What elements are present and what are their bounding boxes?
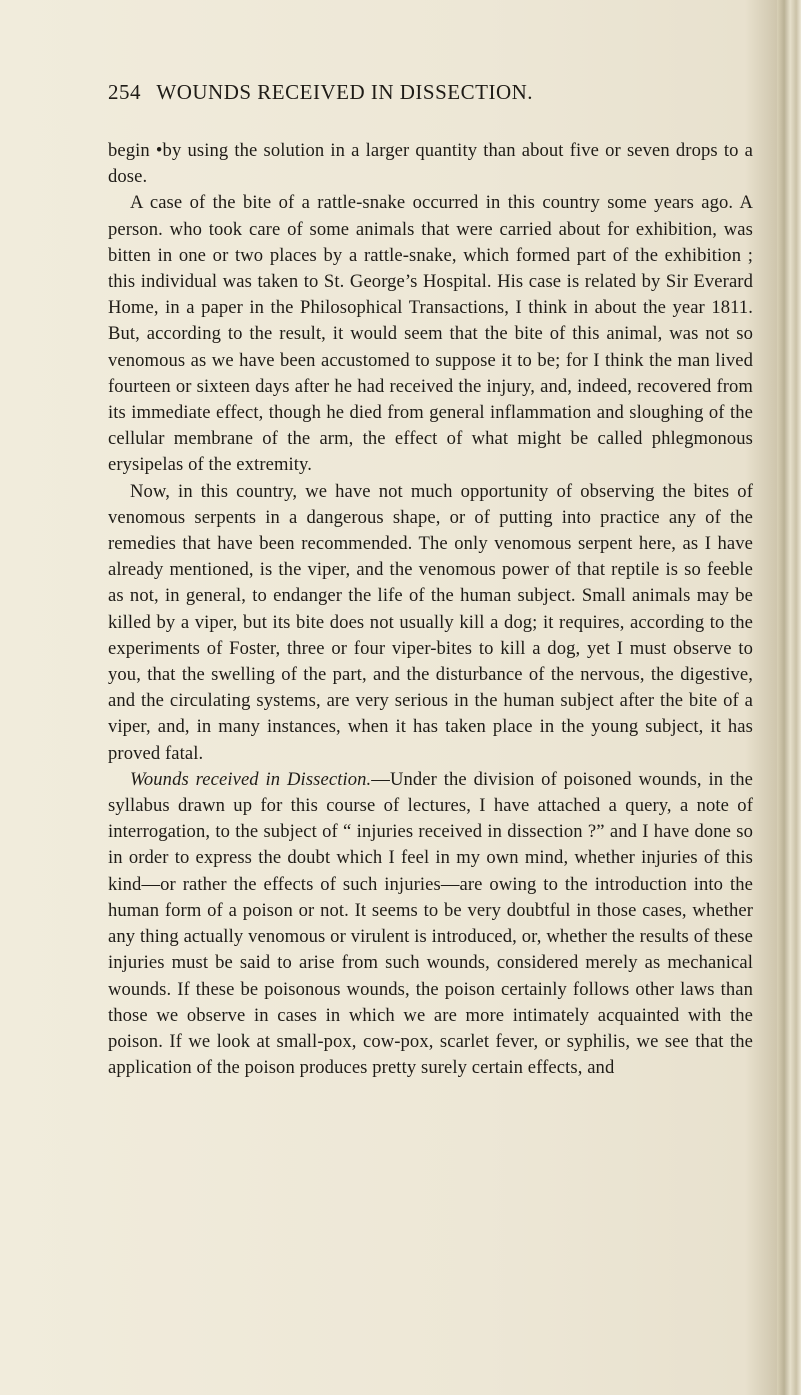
paragraph-text: begin •by using the solution in a larger quantity than about five or seven drops to a dose. — [108, 140, 753, 188]
running-header — [108, 80, 668, 105]
paragraph-text: A case of the bite of a rattle-snake occurred in this country some years ago. A person. who took care of some animals that were carried about for exhibition, was bitten in one or two places by a rattle-snake, which formed part of the exhibition ; this individual was taken to St. George’s Hospital. His case is related by Sir Everard Home, in a paper in the Philosophical Transactions, I think in about the year 1811. But, according to the result, it would seem that the bite of this animal, was not so venomous as we have been accustomed to suppose it to be; for I think the man lived fourteen or sixteen days after he had received the injury, and, indeed, recovered from its immediate effect, though he died from general inflammation and sloughing of the cellular membrane of the arm, the effect of what might be called phlegmonous erysipelas of the extremity. — [108, 192, 753, 476]
paragraph-text: —Under the division of poisoned wounds, in the syllabus drawn up for this course of lectures, I have attached a query, a note of interrogation, to the subject of “ injuries received in dissection ?” and I have done so in order to express the doubt which I feel in my own mind, whether injuries of this kind—or rather the effects of such injuries—are owing to the introduction into the human form of a poison or not. It seems to be very doubtful in those cases, whether any thing actually venomous or virulent is introduced, or, whether the results of these injuries must be said to arise from such wounds, considered merely as mechanical wounds. If these be poisonous wounds, the poison certainly follows other laws than those we observe in cases in which we are more intimately acquainted with the poison. If we look at small-pox, cow-pox, scarlet fever, or syphilis, we see that the application of the poison produces pretty surely certain effects, and — [108, 768, 753, 1079]
paragraph — [108, 190, 753, 478]
section-heading: Wounds received in Dissection. — [130, 768, 372, 790]
page-binding-edge — [777, 0, 801, 1395]
running-title: WOUNDS RECEIVED IN DISSECTION. — [156, 80, 534, 104]
paragraph — [108, 138, 753, 190]
page-number: 254 — [108, 80, 141, 104]
body-text — [108, 138, 753, 1081]
paragraph-text: Now, in this country, we have not much opportunity of observing the bites of venomous serpents in a dangerous shape, or of putting into practice any of the remedies that have been recommended. The only venomous serpent here, as I have already mentioned, is the viper, and the venomous power of that reptile is so feeble as not, in general, to endanger the life of the human subject. Small animals may be killed by a viper, but its bite does not usually kill a dog; it requires, according to the experiments of Foster, three or four viper-bites to kill a dog, yet I must observe to you, that the swelling of the part, and the disturbance of the nervous, the digestive, and the circulating systems, are very serious in the human subject after the bite of a viper, and, in many instances, when it has taken place in the young subject, it has proved fatal. — [108, 480, 753, 764]
paragraph — [108, 767, 753, 1081]
paragraph — [108, 479, 753, 767]
